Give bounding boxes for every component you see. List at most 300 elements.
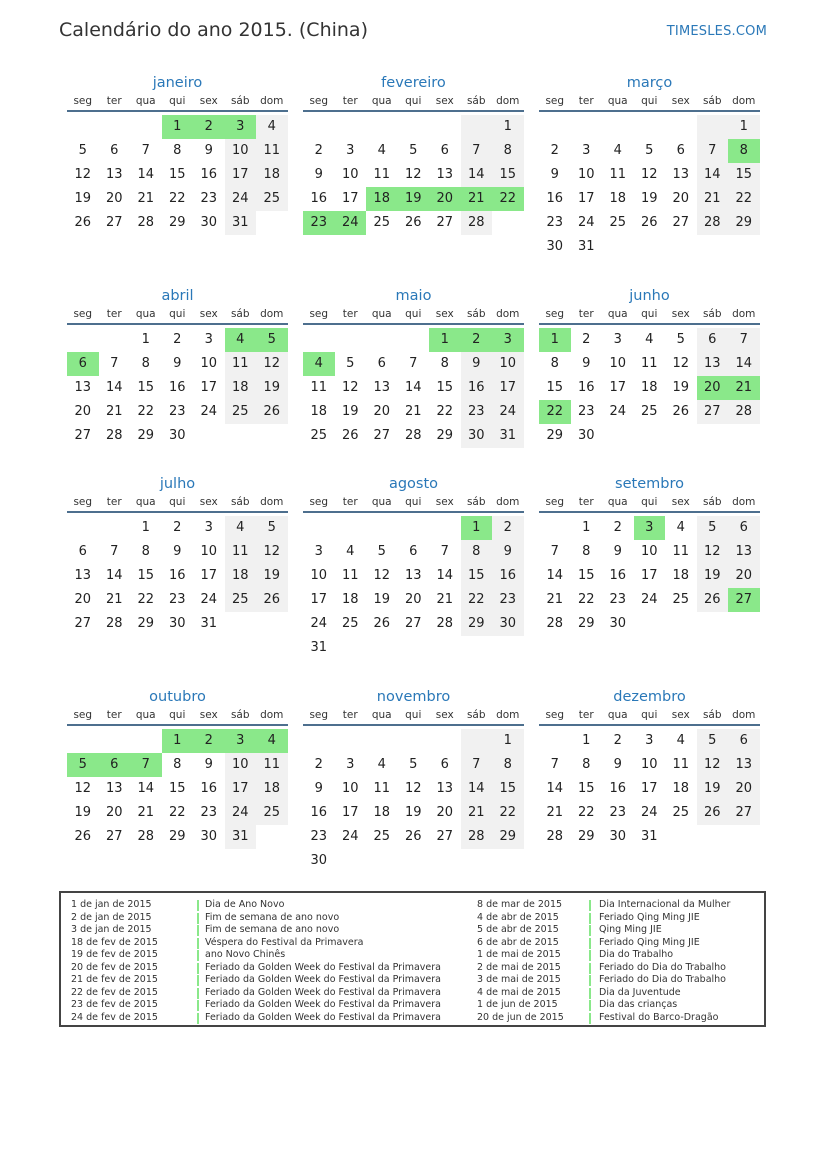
day-cell: 19 <box>672 380 690 395</box>
weekday-label: qua <box>607 308 628 320</box>
day-cell: 23 <box>609 805 627 820</box>
day-cell: 29 <box>492 825 524 849</box>
empty-cell <box>571 115 603 139</box>
day-cell: 19 <box>697 564 729 588</box>
day-cell: 9 <box>613 757 622 772</box>
empty-cell <box>256 424 288 448</box>
day-cell: 22 <box>492 187 524 211</box>
legend-row <box>477 899 767 912</box>
day-cell: 14 <box>137 781 155 796</box>
empty-cell <box>697 612 729 636</box>
day-cell: 21 <box>546 805 564 820</box>
holiday-name: Fim de semana de ano novo <box>205 924 340 935</box>
empty-cell <box>335 849 367 873</box>
day-cell: 8 <box>440 356 449 371</box>
holiday-date: 2 de jan de 2015 <box>71 911 152 923</box>
day-cell: 9 <box>613 544 622 559</box>
day-cell: 28 <box>461 211 493 235</box>
weekday-label: sáb <box>466 709 486 721</box>
weekday-label: qui <box>641 709 658 721</box>
day-cell: 14 <box>461 163 493 187</box>
day-cell: 25 <box>256 187 288 211</box>
day-cell: 3 <box>204 332 213 347</box>
holiday-marker <box>589 900 591 911</box>
empty-cell <box>461 115 493 139</box>
day-cell: 19 <box>373 592 391 607</box>
day-cell: 28 <box>436 616 454 631</box>
weekday-label: dom <box>496 709 520 721</box>
weekday-label: seg <box>73 308 93 320</box>
empty-cell <box>728 825 760 849</box>
day-cell: 18 <box>609 191 627 206</box>
day-cell: 28 <box>546 616 564 631</box>
empty-cell <box>697 825 729 849</box>
holiday-date: 19 de fev de 2015 <box>71 949 158 960</box>
day-cell: 16 <box>200 781 218 796</box>
empty-cell <box>67 328 99 352</box>
weekday-label: seg <box>545 95 565 107</box>
day-cell: 23 <box>303 211 335 235</box>
holiday-date: 6 de abr de 2015 <box>477 936 559 948</box>
holiday-name: ano Novo Chinês <box>205 949 286 960</box>
holiday-marker <box>197 938 199 949</box>
day-cell: 24 <box>225 187 257 211</box>
day-cell: 18 <box>373 805 391 820</box>
day-cell: 12 <box>373 568 391 583</box>
empty-cell <box>539 516 571 540</box>
day-cell: 22 <box>492 801 524 825</box>
day-cell: 1 <box>162 115 194 139</box>
day-cell: 19 <box>256 376 288 400</box>
day-cell: 18 <box>225 564 257 588</box>
holiday-name: Dia do Trabalho <box>599 949 674 960</box>
legend-row <box>477 999 767 1012</box>
day-cell: 5 <box>409 143 418 158</box>
day-cell: 16 <box>461 376 493 400</box>
weekday-label: ter <box>342 95 358 107</box>
holiday-marker <box>589 913 591 924</box>
empty-cell <box>634 115 666 139</box>
weekday-label: qui <box>169 709 186 721</box>
weekday-label: qua <box>135 709 156 721</box>
day-cell: 30 <box>200 829 218 844</box>
days-grid <box>303 516 524 660</box>
weekday-label: seg <box>309 496 329 508</box>
day-cell: 26 <box>697 801 729 825</box>
weekday-label: qui <box>405 709 422 721</box>
legend-column-left <box>71 899 471 1024</box>
day-cell: 27 <box>404 616 422 631</box>
holiday-name: Dia Internacional da Mulher <box>599 899 731 910</box>
weekday-label: sáb <box>230 709 250 721</box>
holiday-name: Qing Ming JIE <box>599 924 662 935</box>
day-cell: 6 <box>440 757 449 772</box>
day-cell: 6 <box>67 352 99 376</box>
day-cell: 8 <box>141 544 150 559</box>
day-cell: 4 <box>225 516 257 540</box>
holiday-name: Véspera do Festival da Primavera <box>205 936 364 948</box>
weekday-label: ter <box>342 709 358 721</box>
day-cell: 3 <box>613 332 622 347</box>
day-cell: 5 <box>697 729 729 753</box>
day-cell: 12 <box>404 167 422 182</box>
day-cell: 24 <box>335 211 367 235</box>
day-cell: 4 <box>303 352 335 376</box>
day-cell: 21 <box>404 404 422 419</box>
day-cell: 16 <box>200 167 218 182</box>
holiday-date: 4 de mai de 2015 <box>477 986 561 998</box>
day-cell: 17 <box>310 592 328 607</box>
day-cell: 7 <box>550 544 559 559</box>
weekday-label: seg <box>73 95 93 107</box>
day-cell: 12 <box>697 540 729 564</box>
weekday-label: dom <box>260 308 284 320</box>
day-cell: 10 <box>577 167 595 182</box>
day-cell: 2 <box>582 332 591 347</box>
holiday-marker <box>589 988 591 999</box>
day-cell: 19 <box>640 191 658 206</box>
empty-cell <box>429 516 461 540</box>
month-janeiro <box>67 72 288 235</box>
day-cell: 3 <box>645 733 654 748</box>
day-cell: 21 <box>137 805 155 820</box>
day-cell: 25 <box>609 215 627 230</box>
day-cell: 2 <box>193 115 225 139</box>
day-cell: 22 <box>577 592 595 607</box>
day-cell: 9 <box>204 757 213 772</box>
holiday-marker <box>197 1013 199 1024</box>
empty-cell <box>728 235 760 259</box>
day-cell: 5 <box>676 332 685 347</box>
days-grid <box>539 516 760 636</box>
day-cell: 6 <box>676 143 685 158</box>
holiday-marker <box>197 925 199 936</box>
day-cell: 31 <box>640 829 658 844</box>
days-grid <box>539 328 760 448</box>
empty-cell <box>335 729 367 753</box>
weekday-label: qui <box>405 496 422 508</box>
day-cell: 29 <box>461 612 493 636</box>
empty-cell <box>303 729 335 753</box>
day-cell: 12 <box>404 781 422 796</box>
empty-cell <box>461 636 493 660</box>
empty-cell <box>398 729 430 753</box>
day-cell: 7 <box>461 139 493 163</box>
empty-cell <box>366 516 398 540</box>
day-cell: 8 <box>173 143 182 158</box>
day-cell: 23 <box>609 592 627 607</box>
day-cell: 4 <box>676 733 685 748</box>
holiday-marker <box>589 925 591 936</box>
day-cell: 13 <box>436 781 454 796</box>
month-name: setembro <box>615 476 684 492</box>
month-junho <box>539 285 760 448</box>
holiday-date: 4 de abr de 2015 <box>477 911 559 923</box>
day-cell: 4 <box>377 757 386 772</box>
holiday-name: Dia de Ano Novo <box>205 899 285 910</box>
empty-cell <box>398 849 430 873</box>
holiday-marker <box>589 975 591 986</box>
day-cell: 5 <box>409 757 418 772</box>
day-cell: 12 <box>672 356 690 371</box>
day-cell: 15 <box>492 777 524 801</box>
weekday-label: sáb <box>466 496 486 508</box>
day-cell: 27 <box>672 215 690 230</box>
day-cell: 16 <box>168 568 186 583</box>
day-cell: 23 <box>200 191 218 206</box>
day-cell: 30 <box>200 215 218 230</box>
day-cell: 18 <box>366 187 398 211</box>
empty-cell <box>256 612 288 636</box>
day-cell: 17 <box>225 777 257 801</box>
day-cell: 22 <box>168 191 186 206</box>
day-cell: 9 <box>550 167 559 182</box>
day-cell: 27 <box>728 588 760 612</box>
holiday-name: Festival do Barco-Dragão <box>599 1011 719 1023</box>
day-cell: 14 <box>105 380 123 395</box>
day-cell: 23 <box>200 805 218 820</box>
empty-cell <box>366 729 398 753</box>
day-cell: 25 <box>341 616 359 631</box>
day-cell: 18 <box>672 568 690 583</box>
days-grid <box>303 729 524 873</box>
day-cell: 27 <box>728 801 760 825</box>
day-cell: 17 <box>609 380 627 395</box>
day-cell: 20 <box>728 564 760 588</box>
empty-cell <box>99 115 131 139</box>
weekday-label: sáb <box>702 709 722 721</box>
day-cell: 24 <box>492 400 524 424</box>
day-cell: 22 <box>577 805 595 820</box>
holiday-date: 23 de fev de 2015 <box>71 999 158 1010</box>
day-cell: 4 <box>225 328 257 352</box>
weekday-header <box>303 495 524 513</box>
holiday-date: 20 de fev de 2015 <box>71 961 158 973</box>
holiday-date: 18 de fev de 2015 <box>71 936 158 948</box>
weekday-label: dom <box>732 308 756 320</box>
day-cell: 16 <box>168 380 186 395</box>
holiday-marker <box>589 950 591 961</box>
day-cell: 16 <box>609 568 627 583</box>
day-cell: 7 <box>130 753 162 777</box>
empty-cell <box>99 328 131 352</box>
day-cell: 30 <box>168 616 186 631</box>
weekday-label: dom <box>732 496 756 508</box>
day-cell: 13 <box>697 352 729 376</box>
day-cell: 28 <box>546 829 564 844</box>
day-cell: 31 <box>310 640 328 655</box>
day-cell: 13 <box>672 167 690 182</box>
weekday-label: qua <box>371 709 392 721</box>
day-cell: 15 <box>137 568 155 583</box>
month-maio <box>303 285 524 448</box>
day-cell: 24 <box>200 404 218 419</box>
day-cell: 6 <box>728 516 760 540</box>
day-cell: 26 <box>672 404 690 419</box>
day-cell: 1 <box>582 733 591 748</box>
empty-cell <box>398 636 430 660</box>
empty-cell <box>67 115 99 139</box>
empty-cell <box>366 328 398 352</box>
day-cell: 2 <box>461 328 493 352</box>
day-cell: 2 <box>314 757 323 772</box>
day-cell: 9 <box>173 544 182 559</box>
legend-row <box>477 1012 767 1025</box>
day-cell: 13 <box>105 167 123 182</box>
day-cell: 22 <box>168 805 186 820</box>
empty-cell <box>697 115 729 139</box>
legend-row <box>477 949 767 962</box>
day-cell: 18 <box>640 380 658 395</box>
day-cell: 8 <box>461 540 493 564</box>
empty-cell <box>335 328 367 352</box>
holiday-date: 22 de fev de 2015 <box>71 986 158 998</box>
holiday-name: Feriado do Dia do Trabalho <box>599 961 726 973</box>
day-cell: 7 <box>728 328 760 352</box>
weekday-label: dom <box>732 95 756 107</box>
holiday-name: Feriado da Golden Week do Festival da Primavera <box>205 974 441 985</box>
weekday-label: qua <box>607 496 628 508</box>
day-cell: 21 <box>137 191 155 206</box>
weekday-label: qua <box>607 709 628 721</box>
day-cell: 10 <box>225 753 257 777</box>
days-grid <box>303 115 524 235</box>
day-cell: 5 <box>256 328 288 352</box>
day-cell: 25 <box>672 805 690 820</box>
day-cell: 5 <box>67 753 99 777</box>
day-cell: 28 <box>697 211 729 235</box>
day-cell: 25 <box>256 801 288 825</box>
weekday-header <box>303 708 524 726</box>
weekday-label: sex <box>199 709 218 721</box>
legend-column-right <box>477 899 767 1024</box>
day-cell: 25 <box>640 404 658 419</box>
holiday-date: 1 de jun de 2015 <box>477 999 558 1010</box>
month-name: julho <box>159 476 196 492</box>
day-cell: 20 <box>373 404 391 419</box>
site-link[interactable]: TIMESLES.COM <box>666 24 767 39</box>
weekday-label: seg <box>545 308 565 320</box>
day-cell: 28 <box>137 829 155 844</box>
holiday-marker <box>197 1000 199 1011</box>
day-cell: 12 <box>697 753 729 777</box>
day-cell: 10 <box>609 356 627 371</box>
day-cell: 1 <box>539 328 571 352</box>
weekday-label: seg <box>545 709 565 721</box>
day-cell: 8 <box>728 139 760 163</box>
holiday-name: Dia da Juventude <box>599 986 681 998</box>
empty-cell <box>256 825 288 849</box>
month-name: abril <box>161 288 194 304</box>
day-cell: 3 <box>204 520 213 535</box>
day-cell: 3 <box>314 544 323 559</box>
empty-cell <box>130 729 162 753</box>
holiday-date: 3 de mai de 2015 <box>477 974 561 985</box>
month-outubro <box>67 686 288 849</box>
day-cell: 15 <box>436 380 454 395</box>
day-cell: 29 <box>137 616 155 631</box>
weekday-label: ter <box>578 496 594 508</box>
day-cell: 4 <box>256 115 288 139</box>
legend-row <box>477 974 767 987</box>
day-cell: 5 <box>256 516 288 540</box>
day-cell: 22 <box>436 404 454 419</box>
day-cell: 17 <box>200 380 218 395</box>
day-cell: 6 <box>110 143 119 158</box>
day-cell: 24 <box>310 616 328 631</box>
day-cell: 2 <box>193 729 225 753</box>
day-cell: 30 <box>168 428 186 443</box>
day-cell: 11 <box>256 139 288 163</box>
day-cell: 6 <box>78 544 87 559</box>
day-cell: 5 <box>78 143 87 158</box>
day-cell: 23 <box>310 829 328 844</box>
day-cell: 25 <box>310 428 328 443</box>
day-cell: 1 <box>492 729 524 753</box>
day-cell: 7 <box>409 356 418 371</box>
day-cell: 17 <box>640 568 658 583</box>
day-cell: 4 <box>645 332 654 347</box>
day-cell: 3 <box>225 729 257 753</box>
day-cell: 1 <box>162 729 194 753</box>
day-cell: 30 <box>492 612 524 636</box>
legend-row <box>71 912 471 925</box>
day-cell: 20 <box>105 191 123 206</box>
day-cell: 17 <box>225 163 257 187</box>
day-cell: 7 <box>440 544 449 559</box>
weekday-header <box>539 307 760 325</box>
day-cell: 20 <box>429 187 461 211</box>
day-cell: 9 <box>461 352 493 376</box>
day-cell: 17 <box>341 805 359 820</box>
day-cell: 23 <box>546 215 564 230</box>
weekday-label: sex <box>199 95 218 107</box>
day-cell: 11 <box>373 781 391 796</box>
day-cell: 20 <box>728 777 760 801</box>
weekday-header <box>303 307 524 325</box>
day-cell: 29 <box>546 428 564 443</box>
day-cell: 1 <box>141 332 150 347</box>
weekday-label: ter <box>106 95 122 107</box>
weekday-label: sáb <box>230 308 250 320</box>
empty-cell <box>303 115 335 139</box>
day-cell: 19 <box>398 187 430 211</box>
day-cell: 31 <box>577 239 595 254</box>
legend-row <box>71 962 471 975</box>
empty-cell <box>461 849 493 873</box>
weekday-label: sex <box>199 496 218 508</box>
weekday-header <box>67 495 288 513</box>
day-cell: 8 <box>173 757 182 772</box>
day-cell: 21 <box>728 376 760 400</box>
day-cell: 26 <box>640 215 658 230</box>
holiday-name: Feriado da Golden Week do Festival da Primavera <box>205 986 441 998</box>
day-cell: 15 <box>168 167 186 182</box>
day-cell: 24 <box>341 829 359 844</box>
days-grid <box>67 516 288 636</box>
empty-cell <box>99 729 131 753</box>
weekday-label: sáb <box>702 308 722 320</box>
day-cell: 24 <box>609 404 627 419</box>
empty-cell <box>366 849 398 873</box>
holiday-name: Fim de semana de ano novo <box>205 911 340 923</box>
weekday-label: dom <box>496 95 520 107</box>
day-cell: 3 <box>225 115 257 139</box>
day-cell: 7 <box>697 139 729 163</box>
day-cell: 19 <box>74 805 92 820</box>
day-cell: 13 <box>728 540 760 564</box>
month-março <box>539 72 760 259</box>
